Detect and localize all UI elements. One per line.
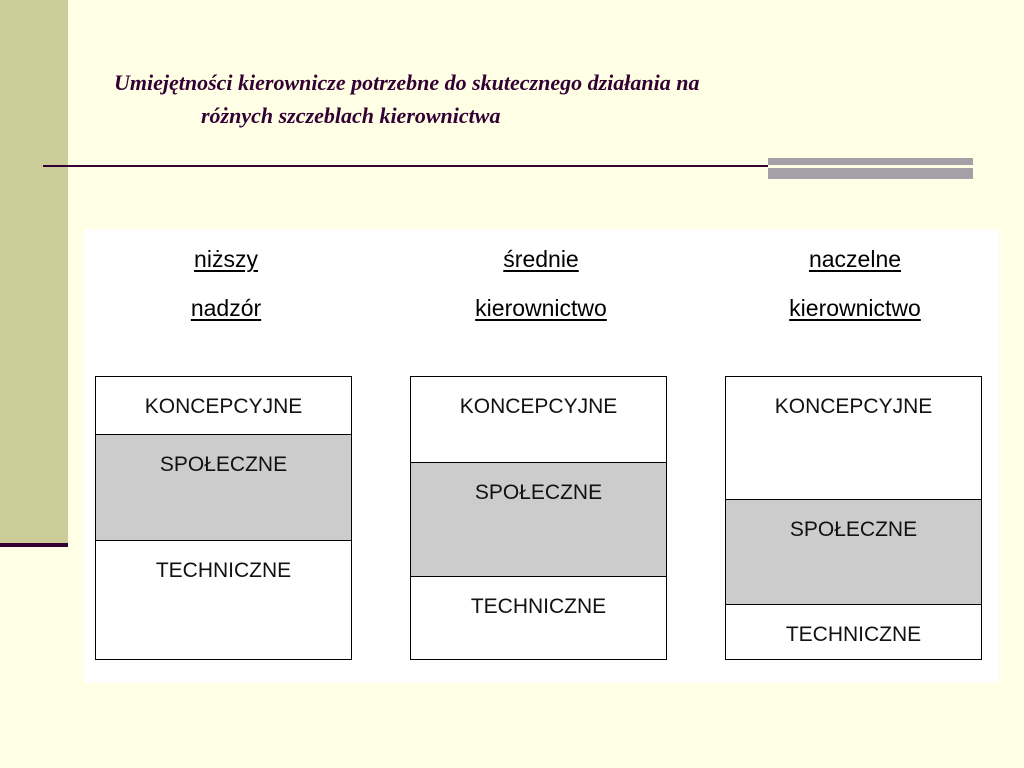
column-2-heading-line1: średnie bbox=[503, 246, 579, 272]
column-3-conceptual-segment: KONCEPCYJNE bbox=[774, 395, 933, 418]
column-3-heading-line2: kierownictwo bbox=[789, 295, 921, 321]
accent-bar bbox=[768, 158, 973, 179]
column-1-conceptual-segment: KONCEPCYJNE bbox=[144, 395, 303, 418]
column-2-skills-box bbox=[410, 376, 667, 660]
column-3-skills-box bbox=[725, 376, 982, 660]
column-1-heading-line2: nadzór bbox=[190, 295, 262, 321]
column-1-technical-segment: TECHNICZNE bbox=[155, 559, 292, 582]
column-2-conceptual-segment: KONCEPCYJNE bbox=[459, 395, 618, 418]
column-2-heading-line2: kierownictwo bbox=[475, 295, 607, 321]
column-2-social-segment: SPOŁECZNE bbox=[411, 462, 666, 577]
left-decorative-bar bbox=[0, 0, 68, 546]
slide-title-line1: Umiejętności kierownicze potrzebne do skutecznego działania na bbox=[114, 70, 700, 95]
slide-title-line2: różnych szczeblach kierownictwa bbox=[201, 103, 501, 128]
slide-title bbox=[114, 66, 914, 132]
column-3-heading-line1: naczelne bbox=[808, 246, 902, 272]
column-2-technical-segment: TECHNICZNE bbox=[470, 595, 607, 618]
column-3-social-segment: SPOŁECZNE bbox=[726, 499, 981, 605]
column-3-technical-segment: TECHNICZNE bbox=[785, 623, 922, 646]
left-bar-rule bbox=[0, 543, 68, 547]
column-1-skills-box bbox=[95, 376, 352, 660]
column-1-social-segment: SPOŁECZNE bbox=[96, 434, 351, 541]
column-1-heading-line1: niższy bbox=[194, 246, 258, 272]
